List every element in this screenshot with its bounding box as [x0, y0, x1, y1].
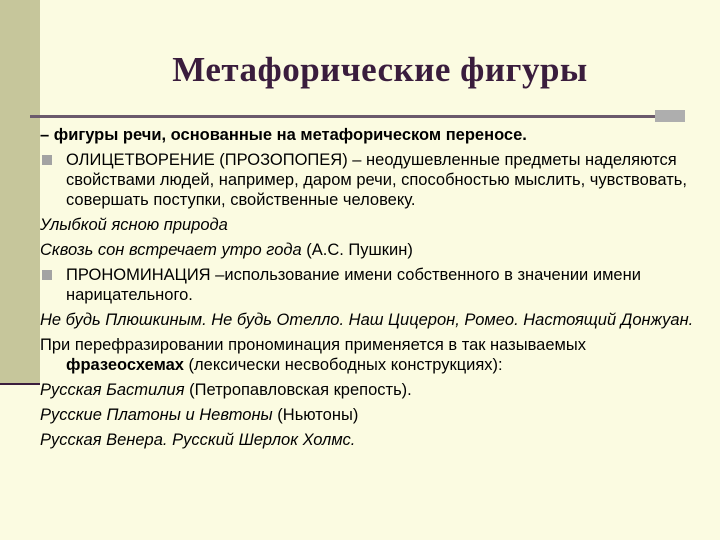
definition-lead: – фигуры речи, основанные на метафорическом переносе.: [40, 126, 527, 144]
title-divider: [30, 115, 685, 118]
note-text-before: При перефразировании прономинация применяется в так называемых: [40, 336, 586, 354]
pronomination-examples: Не будь Плюшкиным. Не будь Отелло. Наш Цицерон, Ромео. Настоящий Донжуан.: [40, 311, 694, 329]
bullet-square-icon: [42, 270, 52, 280]
bullet-pronomination-text: ПРОНОМИНАЦИЯ –использование имени собственного в значении имени нарицательного.: [66, 266, 641, 304]
bullet-personification: [40, 150, 705, 210]
note-bold-term: фразеосхемах: [66, 356, 184, 374]
example-line: Улыбкой ясною природа: [40, 216, 228, 234]
bullet-pronomination: [40, 265, 705, 305]
example-bastille-italic: Русская Бастилия: [40, 381, 185, 399]
example-bastille: [40, 380, 705, 400]
example-platons: [40, 405, 705, 425]
left-accent-bar: [0, 0, 40, 385]
left-accent-line: [0, 383, 40, 385]
example-line-with-source: [40, 240, 705, 260]
slide-title: Метафорические фигуры: [172, 50, 588, 89]
bullet-square-icon: [42, 155, 52, 165]
example-bastille-gloss: (Петропавловская крепость).: [184, 381, 412, 399]
example-platons-italic: Русские Платоны и Невтоны: [40, 406, 273, 424]
example-platons-gloss: (Ньютоны): [272, 406, 359, 424]
example-source: (А.С. Пушкин): [301, 241, 413, 259]
note-text-after: (лексически несвободных конструкциях):: [183, 356, 503, 374]
bullet-personification-text: ОЛИЦЕТВОРЕНИЕ (ПРОЗОПОПЕЯ) – неодушевленные предметы наделяются свойствами людей, например, даром речи, способностью мыслить, чувствовать, совершать поступки, свойственные человеку.: [66, 151, 687, 209]
example-quote: Сквозь сон встречает утро года: [40, 241, 302, 259]
divider-accent-block: [655, 110, 685, 122]
slide-body: [40, 125, 705, 455]
example-venus-sherlock: Русская Венера. Русский Шерлок Холмс.: [40, 431, 356, 449]
phraseoscheme-note: [40, 335, 705, 375]
